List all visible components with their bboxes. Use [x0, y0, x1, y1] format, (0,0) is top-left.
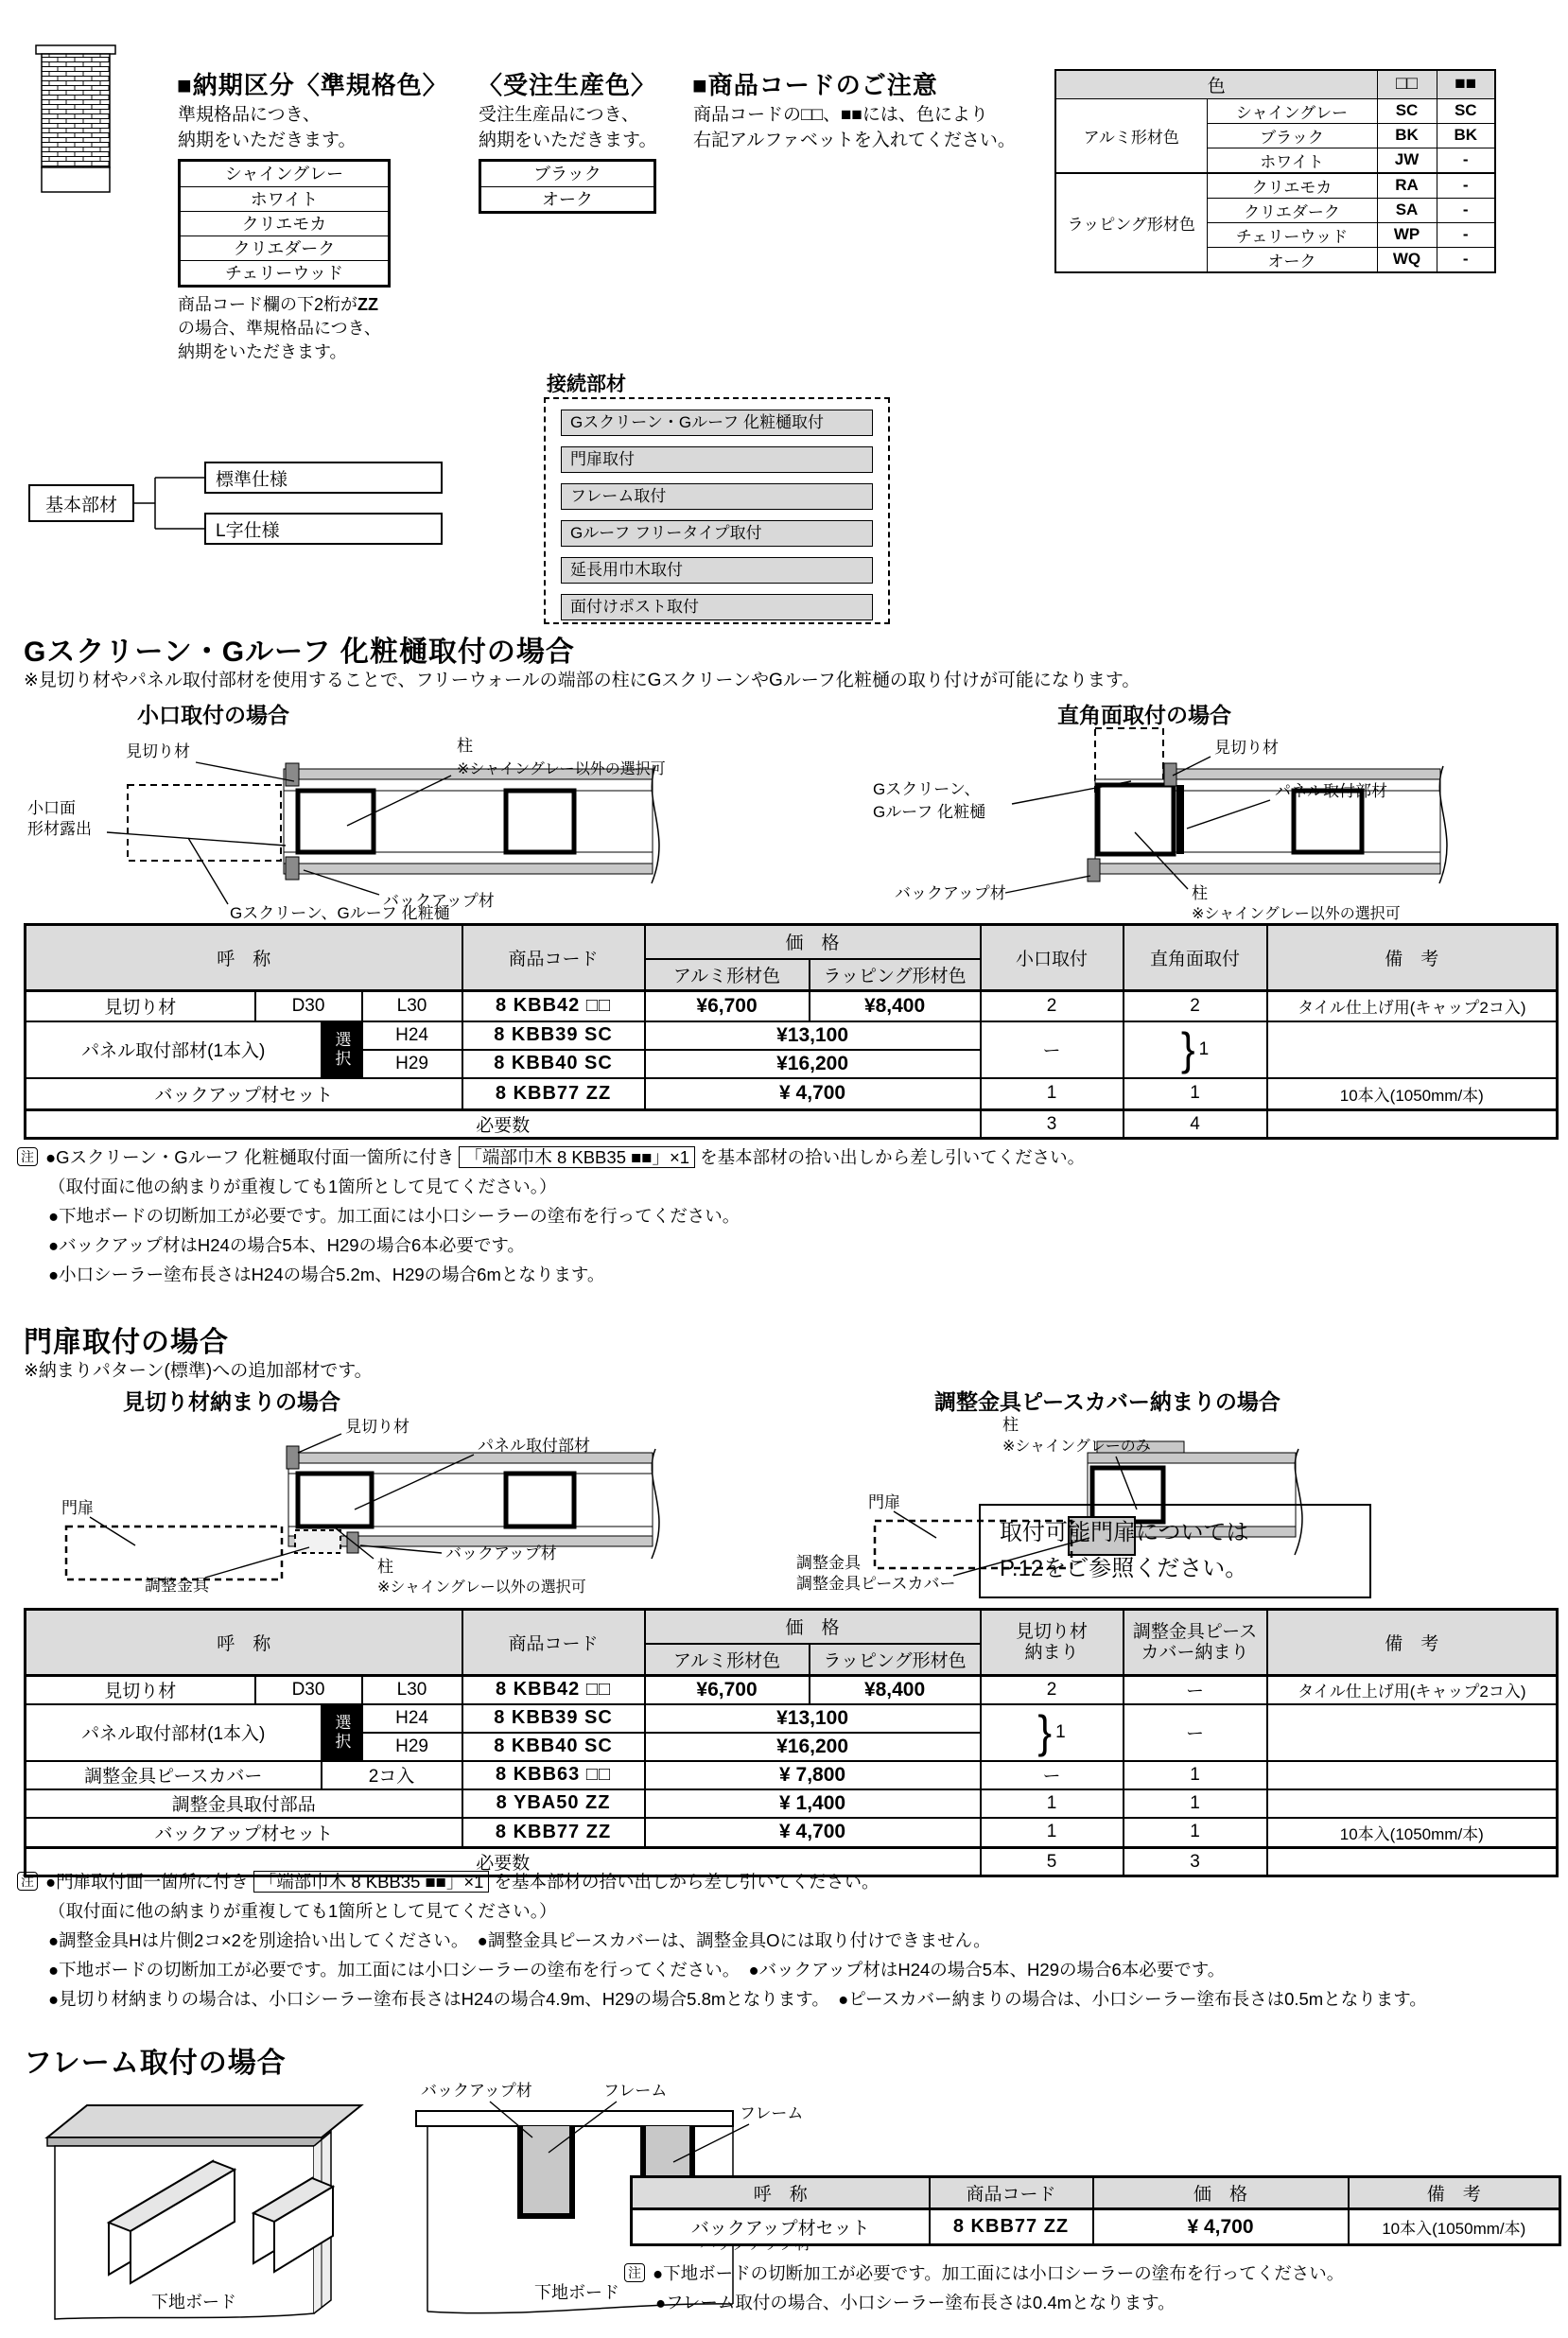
cell-size: H24 — [362, 1021, 462, 1050]
zz-note-pre: 商品コード欄の下2桁が — [178, 295, 358, 314]
connection-item: 延長用巾木取付 — [561, 557, 873, 584]
note-mark: 注 — [17, 1872, 38, 1891]
total-row — [26, 1110, 1558, 1139]
note-text: を基本部材の拾い出しから差し引いてください。 — [700, 1147, 1086, 1167]
note-line: ●下地ボードの切断加工が必要です。加工面には小口シーラーの塗布を行ってください。 — [48, 1206, 740, 1226]
brace-glyph: } — [1037, 1706, 1053, 1757]
label-gscreen-2: Gルーフ 化粧樋 — [873, 803, 986, 821]
zz-note-mid: の場合、準規格品につき、 — [178, 319, 381, 338]
label-gscreen: Gスクリーン、Gルーフ 化粧樋 — [230, 904, 450, 920]
label-koguchi-face-1: 小口面 — [27, 799, 76, 817]
code-open: BK — [1377, 123, 1437, 148]
cell-price: ¥ 4,700 — [645, 1818, 981, 1848]
backup-cap — [1088, 859, 1100, 881]
tree-connector — [134, 454, 206, 545]
notice-line2: 右記アルファベットを入れてください。 — [693, 131, 1016, 150]
order-color-desc — [479, 102, 656, 153]
order-color-title: 〈受注生産色〉 — [478, 71, 657, 99]
order-colors-box — [479, 159, 656, 214]
note-line — [17, 1143, 1559, 1172]
select-badge: 選択 — [322, 1021, 362, 1078]
code-open: WQ — [1377, 247, 1437, 272]
brace-glyph: } — [1180, 1023, 1195, 1074]
cell-code: 8 KBB42 □□ — [462, 991, 645, 1021]
diagram-title-koguchi: 小口取付の場合 — [137, 703, 289, 727]
note-line: ●見切り材納まりの場合は、小口シーラー塗布長さはH24の場合4.9m、H29の場合5.8mとなります。 ●ピースカバー納まりの場合は、小口シーラー塗布長さは0.5mとなります。 — [48, 1989, 1427, 2009]
cell-price: ¥ 1,400 — [645, 1789, 981, 1818]
frame-notes — [624, 2259, 1560, 2317]
header-mikiri-osame-1: 見切り材 — [1016, 1621, 1089, 1642]
table-row — [1055, 98, 1495, 123]
cell-price-wrap: ¥8,400 — [810, 1676, 981, 1704]
header-name: 呼 称 — [632, 2177, 930, 2209]
header-biko: 備 考 — [1267, 1610, 1558, 1676]
color-name: オーク — [1207, 247, 1377, 272]
gate-reference-box — [979, 1504, 1371, 1598]
color-item: シャイングレー — [224, 165, 344, 183]
cell-code: 8 KBB39 SC — [462, 1704, 645, 1733]
gscreen-notes — [17, 1143, 1559, 1289]
color-item: クリエモカ — [181, 211, 388, 236]
cell-code: 8 KBB77 ZZ — [462, 1078, 645, 1110]
code-open: SA — [1377, 198, 1437, 222]
cell-qty: 1 — [1124, 1818, 1267, 1848]
label-backup: バックアップ材 — [445, 1544, 557, 1562]
frame-slot — [520, 2126, 572, 2216]
cell-biko — [1267, 1021, 1558, 1078]
order-desc-line1: 受注生産品につき、 — [479, 105, 639, 125]
cell-price-wrap: ¥8,400 — [810, 991, 981, 1021]
code-filled: BK — [1437, 123, 1495, 148]
header-cover-osame-1: 調整金具ピース — [1132, 1621, 1258, 1642]
color-name: クリエモカ — [1207, 173, 1377, 199]
code-open: WP — [1377, 222, 1437, 247]
board-top-slab-2d — [416, 2111, 733, 2126]
header-price-wrap: ラッピング形材色 — [810, 1644, 981, 1676]
cell-qty: 2 — [1124, 991, 1267, 1021]
table-row — [1055, 173, 1495, 199]
code-filled: - — [1437, 148, 1495, 173]
pillar-base — [42, 167, 110, 192]
cell-code: 8 KBB77 ZZ — [462, 1818, 645, 1848]
connection-item: フレーム取付 — [561, 483, 873, 510]
table-row — [26, 1789, 1558, 1818]
connection-parts-title: 接続部材 — [547, 374, 626, 395]
zz-bold: ZZ — [357, 295, 379, 314]
code-filled: - — [1437, 222, 1495, 247]
cell-qty-value: 1 — [1198, 1038, 1210, 1059]
diagram-koguchi — [14, 726, 780, 920]
mon-subtitle: ※納まりパターン(標準)への追加部材です。 — [24, 1361, 373, 1381]
order-desc-line2: 納期をいただきます。 — [479, 131, 657, 150]
pillar-body — [42, 54, 110, 167]
cell-name: 調整金具取付部品 — [26, 1789, 462, 1818]
cell-qty: ー — [1124, 1704, 1267, 1761]
mon-parts-table — [24, 1608, 1559, 1877]
color-item: オーク — [481, 186, 653, 211]
cell-code: 8 KBB42 □□ — [462, 1676, 645, 1704]
header-mikiri-osame — [981, 1610, 1124, 1676]
group-wrapping: ラッピング形材色 — [1055, 173, 1207, 272]
note-text: を基本部材の拾い出しから差し引いてください。 — [494, 1872, 880, 1892]
post-shape — [506, 1474, 574, 1527]
cell-qty: ー — [981, 1761, 1124, 1789]
cell-biko — [1267, 1704, 1558, 1761]
table-row — [26, 1761, 1558, 1789]
header-row — [26, 925, 1558, 959]
diagram-chokaku — [783, 726, 1568, 920]
cell-length: L30 — [362, 991, 462, 1021]
code-open: RA — [1377, 173, 1437, 199]
label-backup: バックアップ材 — [383, 892, 495, 910]
table-row — [26, 1021, 1558, 1050]
color-name: ホワイト — [1207, 148, 1377, 173]
note-line: ●下地ボードの切断加工が必要です。加工面には小口シーラーの塗布を行ってください。 ●バックアップ材はH24の場合5本、H29の場合6本必要です。 — [48, 1960, 1226, 1980]
header-mikiri-osame-2: 納まり — [1024, 1642, 1079, 1663]
header-price-wrap: ラッピング形材色 — [810, 959, 981, 991]
cell-name: パネル取付部材(1本入) — [26, 1704, 322, 1761]
branch-standard: 標準仕様 — [204, 462, 443, 494]
cell-price: ¥ 4,700 — [1093, 2209, 1349, 2245]
col-color: 色 — [1055, 70, 1377, 98]
note-boxed-code: 「端部巾木 8 KBB35 ■■」×1 — [459, 1146, 695, 1168]
note-line: （取付面に他の納まりが重複しても1箇所として見てください。） — [48, 1901, 557, 1921]
total-qty: 3 — [1124, 1848, 1267, 1876]
label-hashira: 柱 — [377, 1558, 393, 1576]
mikiri-cap — [286, 763, 299, 786]
header-code: 商品コード — [462, 925, 645, 991]
post-shape — [298, 1474, 372, 1527]
cell-price-alumi: ¥6,700 — [645, 991, 810, 1021]
post-shape — [506, 791, 574, 852]
cell-qty: 1 — [1124, 1761, 1267, 1789]
header-cover-osame-2: カバー納まり — [1141, 1642, 1249, 1663]
label-hashira-note: ※シャイングレー以外の選択可 — [457, 761, 666, 777]
color-item: ブラック — [533, 165, 601, 183]
cell-biko: タイル仕上げ用(キャップ2コ入) — [1267, 1676, 1558, 1704]
label-piece-cover: 調整金具ピースカバー — [796, 1575, 956, 1593]
color-name: シャイングレー — [1207, 98, 1377, 123]
gscreen-subtitle: ※見切り材やパネル取付部材を使用することで、フリーウォールの端部の柱にGスクリーンやGルーフ化粧樋の取り付けが可能になります。 — [24, 671, 1141, 690]
connection-item: Gスクリーン・Gルーフ 化粧樋取付 — [561, 410, 873, 436]
connection-item: Gルーフ フリータイプ取付 — [561, 520, 873, 547]
cell-code: 8 KBB40 SC — [462, 1733, 645, 1761]
notice-line1: 商品コードの□□、■■には、色により — [693, 105, 988, 125]
code-filled: - — [1437, 247, 1495, 272]
header-name: 呼 称 — [26, 925, 462, 991]
label-hashira-note: ※シャイングレー以外の選択可 — [377, 1579, 586, 1596]
pillar-cap — [36, 45, 115, 54]
label-mikiri: 見切り材 — [126, 742, 190, 760]
connection-item: 面付けポスト取付 — [561, 594, 873, 620]
header-price-alumi: アルミ形材色 — [645, 959, 810, 991]
code-filled: - — [1437, 173, 1495, 199]
code-filled: SC — [1437, 98, 1495, 123]
cell-qty: 2 — [981, 991, 1124, 1021]
label-koguchi-face-2: 形材露出 — [27, 820, 92, 838]
cell-price: ¥ 7,800 — [645, 1761, 981, 1789]
panel-bracket — [1176, 785, 1184, 854]
post-shape — [298, 791, 374, 852]
delivery-zz-note — [178, 293, 462, 364]
col-open-squares: □□ — [1377, 70, 1437, 98]
table-row — [26, 1078, 1558, 1110]
code-filled: - — [1437, 198, 1495, 222]
note-line: （取付面に他の納まりが重複しても1箇所として見てください。） — [48, 1177, 557, 1196]
label-backup: バックアップ材 — [895, 884, 1006, 902]
cell-qty: 1 — [1124, 1078, 1267, 1110]
note-line: ●フレーム取付の場合、小口シーラー塗布長さは0.4mとなります。 — [655, 2293, 1176, 2312]
label-hashira: 柱 — [1192, 884, 1208, 902]
total-qty: 5 — [981, 1848, 1124, 1876]
note-text: ●門扉取付面一箇所に付き — [45, 1872, 249, 1892]
cell-depth: D30 — [255, 1676, 362, 1704]
label-hashira-note: ※シャイングレーのみ — [1002, 1439, 1151, 1455]
color-item: チェリーウッド — [181, 260, 388, 285]
header-cover-osame — [1124, 1610, 1267, 1676]
total-biko — [1267, 1110, 1558, 1139]
total-qty: 4 — [1124, 1110, 1267, 1139]
code-notice-title: ■商品コードのご注意 — [692, 71, 938, 99]
cell-code: 8 KBB63 □□ — [462, 1761, 645, 1789]
cell-qty: ー — [1124, 1676, 1267, 1704]
board-top-slab — [47, 2105, 361, 2137]
cell-qty-pack: 2コ入 — [322, 1761, 462, 1789]
note-line — [624, 2259, 1560, 2288]
col-filled-squares: ■■ — [1437, 70, 1495, 98]
gscreen-parts-table — [24, 923, 1559, 1140]
cell-price-alumi: ¥6,700 — [645, 1676, 810, 1704]
header-price: 価 格 — [645, 925, 981, 959]
label-chosei: 調整金具 — [796, 1554, 861, 1572]
label-frame-2: フレーム — [740, 2104, 804, 2122]
connection-parts-box — [544, 397, 890, 624]
cell-qty: 2 — [981, 1676, 1124, 1704]
note-boxed-code: 「端部巾木 8 KBB35 ■■」×1 — [253, 1871, 490, 1893]
gscreen-dashed-outline — [128, 785, 281, 861]
label-board-1: 下地ボード — [151, 2293, 236, 2312]
refbox-line1: 取付可能門扉については — [1000, 1520, 1249, 1545]
note-text: ●下地ボードの切断加工が必要です。加工面には小口シーラーの塗布を行ってください。 — [653, 2263, 1345, 2283]
cell-price: ¥ 4,700 — [645, 1078, 981, 1110]
note-line — [17, 1867, 1563, 1896]
base-parts-box: 基本部材 — [28, 484, 134, 522]
total-label: 必要数 — [26, 1110, 981, 1139]
cell-name: 見切り材 — [26, 991, 255, 1021]
total-qty: 3 — [981, 1110, 1124, 1139]
group-alumi: アルミ形材色 — [1055, 98, 1207, 173]
cell-qty: ー — [981, 1021, 1124, 1078]
header-price-alumi: アルミ形材色 — [645, 1644, 810, 1676]
cell-price: ¥16,200 — [645, 1733, 981, 1761]
zz-note-end: 納期をいただきます。 — [178, 342, 347, 361]
label-chosei: 調整金具 — [145, 1577, 209, 1595]
delivery-desc-line1: 準規格品につき、 — [178, 105, 321, 125]
header-biko: 備 考 — [1267, 925, 1558, 991]
cell-price: ¥13,100 — [645, 1021, 981, 1050]
note-line: ●調整金具Hは片側2コ×2を別途拾い出してください。 ●調整金具ピースカバーは、調整金具Oには取り付けできません。 — [48, 1930, 991, 1950]
code-open: SC — [1377, 98, 1437, 123]
delivery-class-title: ■納期区分〈準規格色〉 — [177, 71, 448, 99]
header-price: 価 格 — [645, 1610, 981, 1644]
code-open: JW — [1377, 148, 1437, 173]
delivery-class-desc — [178, 102, 356, 153]
code-notice-desc — [693, 102, 1016, 153]
total-label: 必要数 — [26, 1848, 981, 1876]
cell-biko — [1267, 1789, 1558, 1818]
cell-name: バックアップ材セット — [632, 2209, 930, 2245]
note-line: ●小口シーラー塗布長さはH24の場合5.2m、H29の場合6mとなります。 — [48, 1265, 605, 1284]
note-text: ●Gスクリーン・Gルーフ 化粧樋取付面一箇所に付き — [45, 1147, 455, 1167]
cell-biko — [1267, 1761, 1558, 1789]
label-board-2: 下地ボード — [534, 2283, 619, 2302]
table-row — [26, 1818, 1558, 1848]
header-row — [632, 2177, 1560, 2209]
cell-code: 8 YBA50 ZZ — [462, 1789, 645, 1818]
mon-notes — [17, 1867, 1563, 2014]
cell-length: L30 — [362, 1676, 462, 1704]
note-mark: 注 — [624, 2263, 645, 2282]
cell-biko: 10本入(1050mm/本) — [1267, 1078, 1558, 1110]
table-row — [26, 1676, 1558, 1704]
header-code: 商品コード — [930, 2177, 1093, 2209]
cell-price: ¥13,100 — [645, 1704, 981, 1733]
cell-size: H29 — [362, 1733, 462, 1761]
refbox-line2: P.12をご参照ください。 — [1000, 1556, 1248, 1581]
header-row — [26, 1610, 1558, 1644]
label-panel: パネル取付部材 — [478, 1437, 590, 1455]
cell-qty: 1 — [981, 1818, 1124, 1848]
note-mark: 注 — [17, 1147, 38, 1166]
mikiri-cap — [287, 1446, 299, 1469]
cell-qty-braced — [1124, 1021, 1267, 1078]
gate-dashed-outline — [66, 1527, 282, 1579]
cell-name: バックアップ材セット — [26, 1078, 462, 1110]
cell-code: 8 KBB39 SC — [462, 1021, 645, 1050]
color-name: ブラック — [1207, 123, 1377, 148]
cell-qty: 1 — [981, 1078, 1124, 1110]
cell-price: ¥16,200 — [645, 1050, 981, 1078]
header-koguchi: 小口取付 — [981, 925, 1124, 991]
color-code-table — [1054, 69, 1496, 273]
branch-l-type: L字仕様 — [204, 513, 443, 545]
label-gscreen-1: Gスクリーン、 — [873, 780, 981, 798]
cell-depth: D30 — [255, 991, 362, 1021]
color-item: ホワイト — [181, 186, 388, 211]
cell-name: バックアップ材セット — [26, 1818, 462, 1848]
connection-item: 門扉取付 — [561, 446, 873, 473]
color-name: クリエダーク — [1207, 198, 1377, 222]
header-chokaku: 直角面取付 — [1124, 925, 1267, 991]
table-row — [632, 2209, 1560, 2245]
color-table-header — [1055, 70, 1495, 98]
cell-size: H24 — [362, 1704, 462, 1733]
delivery-desc-line2: 納期をいただきます。 — [178, 131, 357, 150]
label-backup-1: バックアップ材 — [421, 2082, 532, 2100]
table-row — [26, 1704, 1558, 1733]
color-name: チェリーウッド — [1207, 222, 1377, 247]
standard-colors-box — [178, 159, 391, 288]
backup-cap — [286, 857, 299, 880]
diagram-title-cover-osame: 調整金具ピースカバー納まりの場合 — [934, 1389, 1281, 1414]
header-name: 呼 称 — [26, 1610, 462, 1676]
cell-qty-braced — [981, 1704, 1124, 1761]
cell-qty-value: 1 — [1055, 1721, 1066, 1742]
label-hashira-note: ※シャイングレー以外の選択可 — [1192, 906, 1401, 920]
post-shape — [1098, 785, 1174, 854]
mon-section-title: 門扉取付の場合 — [24, 1327, 229, 1358]
note-line: ●バックアップ材はH24の場合5本、H29の場合6本必要です。 — [48, 1235, 525, 1255]
diagram-title-mikiri-osame: 見切り材納まりの場合 — [123, 1389, 340, 1414]
color-item: クリエダーク — [181, 236, 388, 260]
label-mikiri: 見切り材 — [345, 1418, 409, 1436]
cell-biko: 10本入(1050mm/本) — [1267, 1818, 1558, 1848]
table-row — [26, 991, 1558, 1021]
label-gate: 門扉 — [868, 1493, 900, 1511]
cell-biko: 10本入(1050mm/本) — [1349, 2209, 1560, 2245]
label-gate: 門扉 — [61, 1499, 94, 1517]
cell-qty: 1 — [1124, 1789, 1267, 1818]
header-code: 商品コード — [462, 1610, 645, 1676]
cell-name: パネル取付部材(1本入) — [26, 1021, 322, 1078]
cell-code: 8 KBB40 SC — [462, 1050, 645, 1078]
label-frame-1: フレーム — [603, 2082, 668, 2100]
frame-parts-table — [630, 2175, 1561, 2246]
cell-name: 見切り材 — [26, 1676, 255, 1704]
label-panel: パネル取付部材 — [1275, 782, 1387, 800]
cell-code: 8 KBB77 ZZ — [930, 2209, 1093, 2245]
diagram-mikiri-osame — [14, 1415, 771, 1596]
diagram-title-chokaku: 直角面取付の場合 — [1057, 703, 1231, 727]
cell-biko: タイル仕上げ用(キャップ2コ入) — [1267, 991, 1558, 1021]
cell-name: 調整金具ピースカバー — [26, 1761, 322, 1789]
label-hashira: 柱 — [457, 737, 473, 755]
cell-size: H29 — [362, 1050, 462, 1078]
brick-pillar-figure — [28, 43, 123, 199]
gscreen-section-title: Gスクリーン・Gルーフ 化粧樋取付の場合 — [24, 637, 575, 668]
frame-section-title: フレーム取付の場合 — [24, 2048, 287, 2079]
select-badge: 選択 — [322, 1704, 362, 1761]
header-biko: 備 考 — [1349, 2177, 1560, 2209]
header-price: 価 格 — [1093, 2177, 1349, 2209]
label-hashira: 柱 — [1002, 1416, 1019, 1434]
label-mikiri: 見切り材 — [1214, 739, 1279, 757]
cell-qty: 1 — [981, 1789, 1124, 1818]
